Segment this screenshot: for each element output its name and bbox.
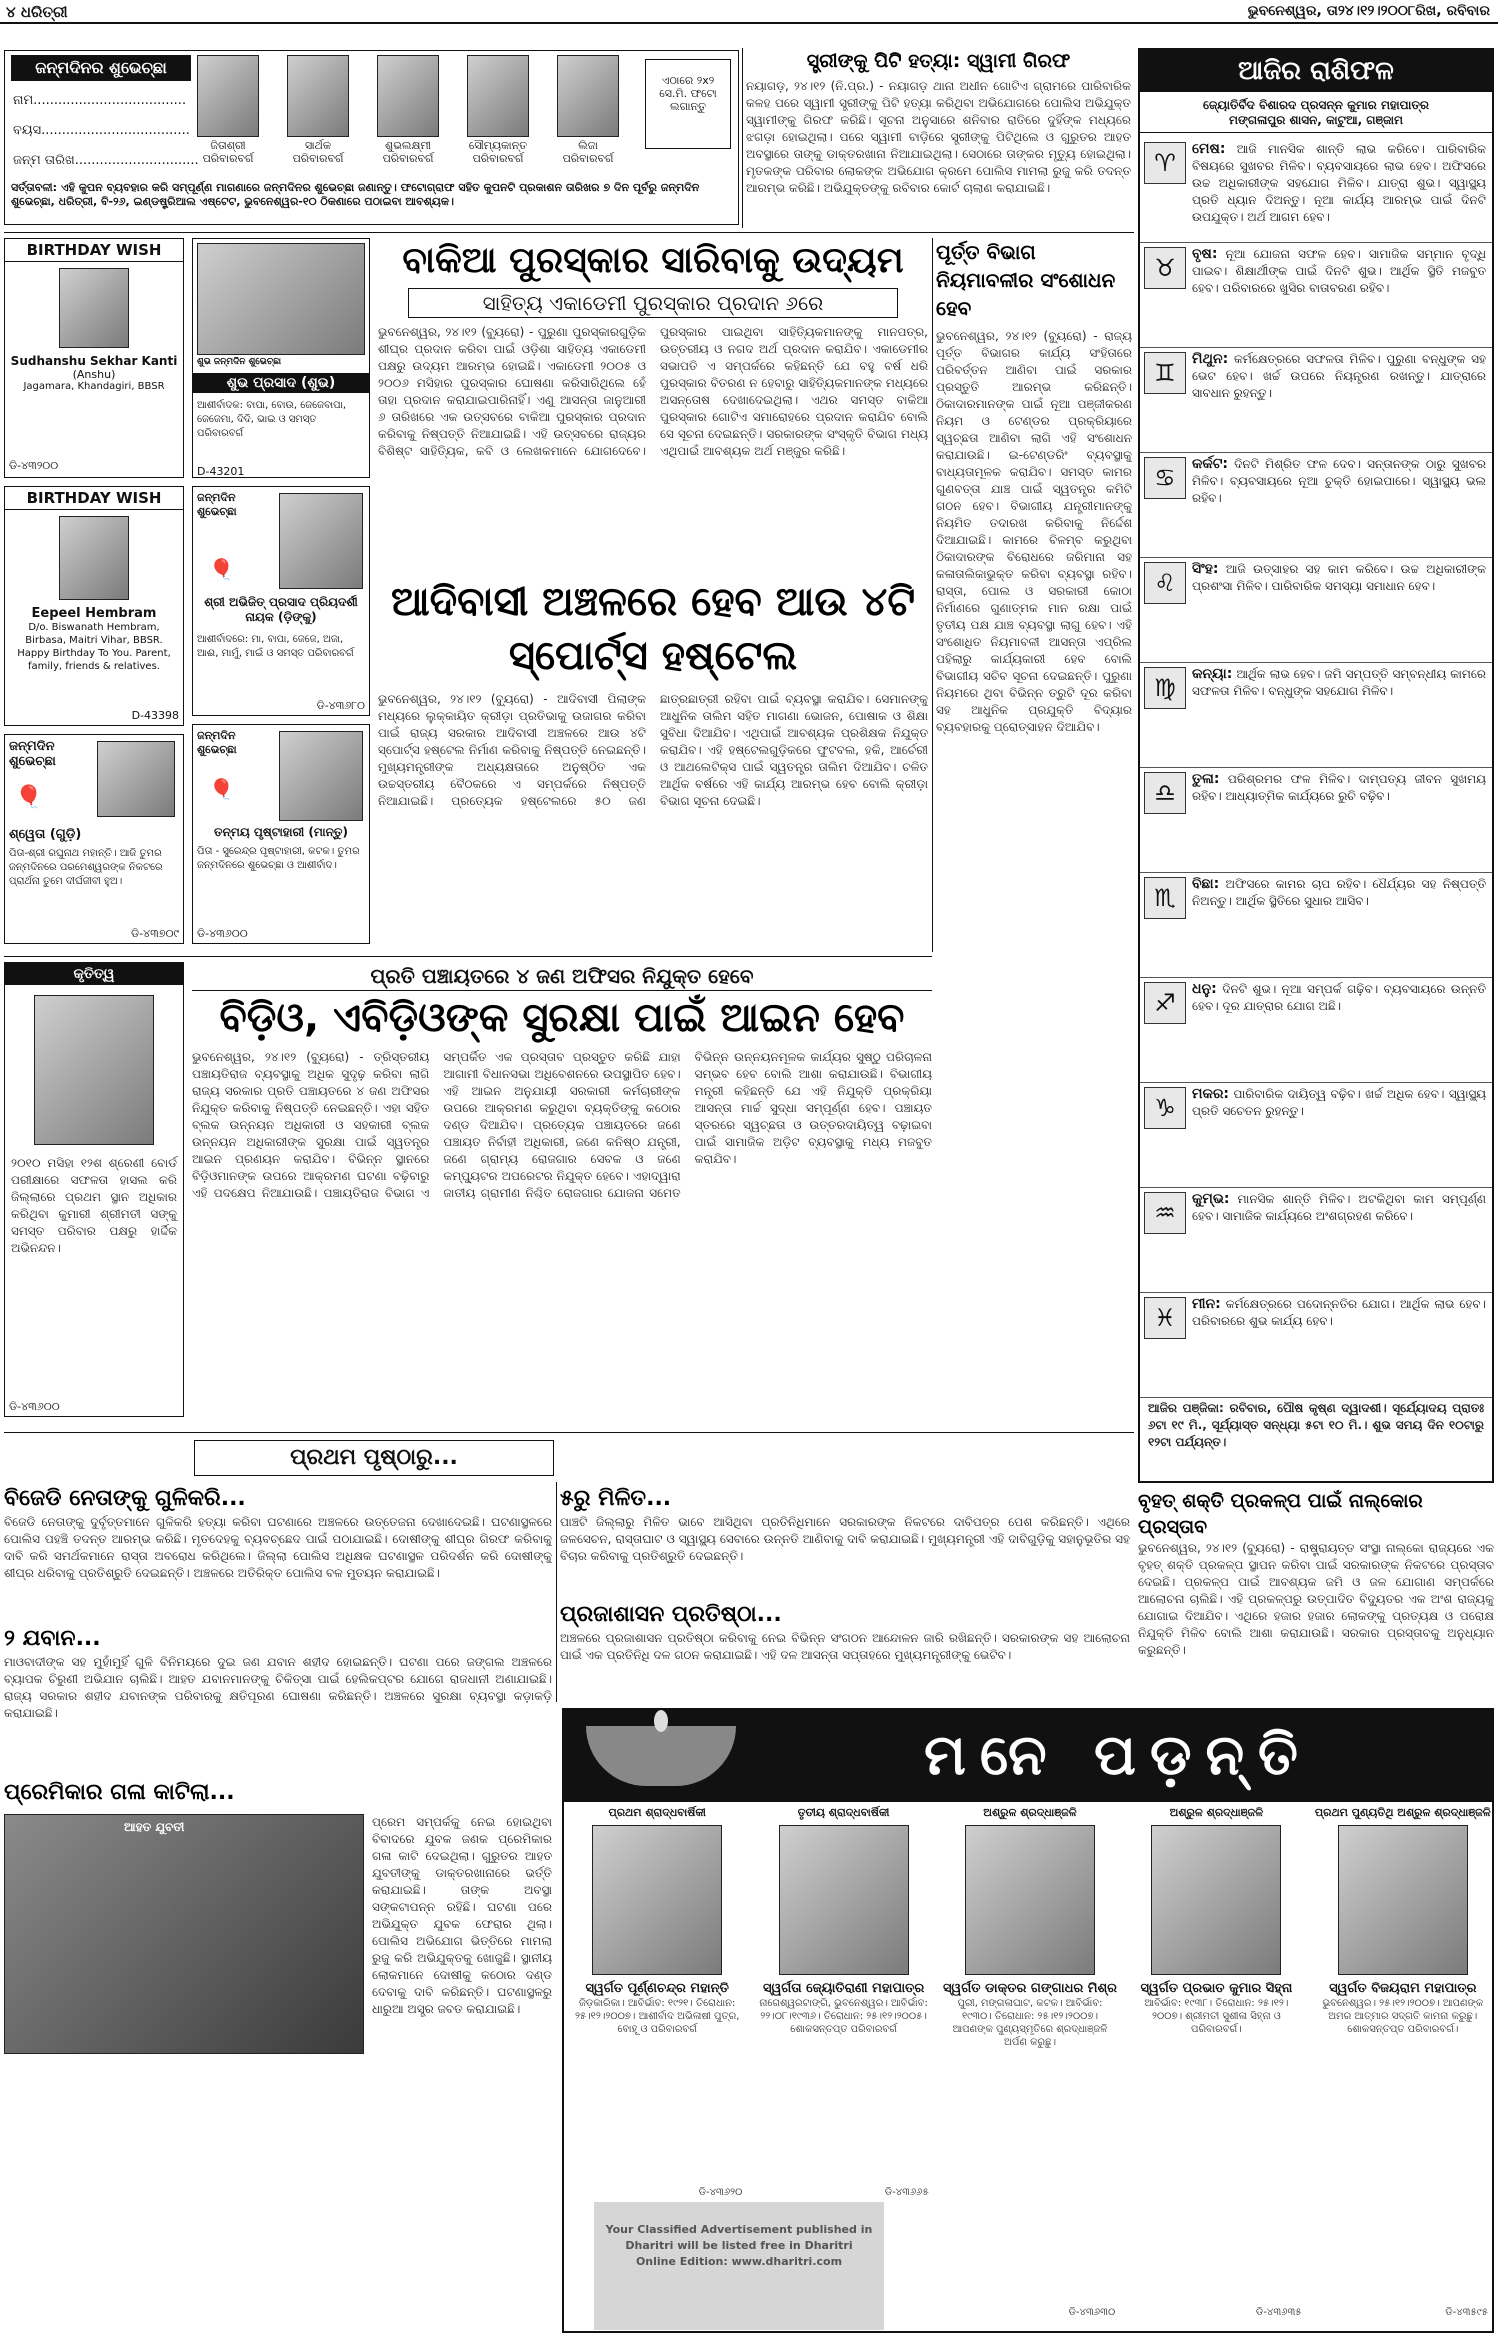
- achievement-code: ଡି-୪୩୬୦୦: [9, 1400, 60, 1413]
- obituary-details: ଭୁବନେଶ୍ୱର। ୨୫।୧୨।୨୦୦୭। ଆପଣଙ୍କ ଅମର ଆତ୍ମାର ସଦ୍‌ଗତି କାମନା କରୁଛୁ। ଶୋକସନ୍ତପ୍ତ ପରିବାରବର୍ଗ।: [1322, 1998, 1484, 2035]
- kid-photo: [467, 55, 529, 137]
- zodiac-row: [1140, 243, 1492, 348]
- story-nalco-power: [1138, 1488, 1494, 1703]
- zodiac-name: ତୁଳା:: [1192, 771, 1220, 787]
- kid-caption: ଲିଜା ପରିବାରବର୍ଗ: [562, 139, 614, 165]
- wish-tanmay: [192, 724, 370, 944]
- wish-shweta: [4, 734, 184, 944]
- zodiac-name: ଧନୁ:: [1192, 981, 1217, 997]
- story-kicker: ପ୍ରତି ପଞ୍ଚାୟତରେ ୪ ଜଣ ଅଫିସର ନିଯୁକ୍ତ ହେବେ: [192, 962, 932, 991]
- zodiac-name: ବୃଷ:: [1192, 246, 1218, 262]
- wish-name: Sudhanshu Sekhar Kanti: [10, 354, 178, 368]
- story-body: ଭୁବନେଶ୍ୱର, ୨୪।୧୨ (ବ୍ୟୁରୋ) - ପୁରୁଣା ପୁରସ୍କାରଗୁଡ଼ିକ ଶୀଘ୍ର ପ୍ରଦାନ କରିବା ପାଇଁ ଓଡ଼ିଶା ସାହିତ୍ୟ ଏକାଡେମୀ ପକ୍ଷରୁ ଉଦ୍ୟମ ଆରମ୍ଭ ହୋଇଛି। ଏକାଡେମୀ ୨୦୦୫ ଓ ୨୦୦୬ ମସିହାର ପୁରସ୍କାର ଘୋଷଣା କରିସାରିଥିଲେ ହେଁ ତାହା ପ୍ରଦାନ କରାଯାଇପାରିନାହିଁ। ଏଣୁ ଆସନ୍ତା ଜାନୁଆରୀ ୬ ତାରିଖରେ ଏକ ଉତ୍ସବରେ ବାକିଆ ପୁରସ୍କାର ପ୍ରଦାନ କରିବାକୁ ନିଷ୍ପତ୍ତି ନିଆଯାଇଛି। ଏହି ଉତ୍ସବରେ ରାଜ୍ୟର ବିଶିଷ୍ଟ ସାହିତ୍ୟିକ, କବି ଓ ଲେଖକମାନେ ଯୋଗଦେବେ। ପୁରସ୍କାର ପାଇଥିବା ସାହିତ୍ୟିକମାନଙ୍କୁ ମାନପତ୍ର, ଉତ୍ତରୀୟ ଓ ନଗଦ ଅର୍ଥ ପ୍ରଦାନ କରାଯିବ। ଏକାଡେମୀର ସଭାପତି ଏ ସମ୍ପର୍କରେ କହିଛନ୍ତି ଯେ ବହୁ ବର୍ଷ ଧରି ପୁରସ୍କାର ବିତରଣ ନ ହେବାରୁ ସାହିତ୍ୟିକମାନଙ୍କ ମଧ୍ୟରେ ଅସନ୍ତୋଷ ଦେଖାଦେଇଥିଲା। ଏଥର ସମସ୍ତ ବାକିଆ ପୁରସ୍କାର ଗୋଟିଏ ସମାରୋହରେ ପ୍ରଦାନ କରାଯିବ ବୋଲି ସେ ସୂଚନା ଦେଇଛନ୍ତି। ସରକାରଙ୍କ ସଂସ୍କୃତି ବିଭାଗ ମଧ୍ୟ ଏଥିପାଇଁ ଆବଶ୍ୟକ ଅର୍ଥ ମଞ୍ଜୁର କରିଛି।: [378, 325, 928, 458]
- obituary-card: [1127, 1806, 1305, 2318]
- zodiac-sign-icon: ♈: [1144, 142, 1186, 184]
- wish-name: ଶ୍ରୀ ଅଭିଜିତ୍ ପ୍ରସାଦ ପ୍ରିୟଦର୍ଶୀ ନାୟକ (ଡ଼ିଙ୍କୁ): [204, 595, 358, 624]
- story-headline: ୨ ଯବାନ...: [4, 1626, 101, 1651]
- obituary-card: [941, 1806, 1119, 2318]
- story-headline: ୫ରୁ ମିଳିତ...: [560, 1486, 672, 1511]
- achievement-text: ୨୦୧୦ ମସିହା ୧୨ଶ ଶ୍ରେଣୀ ବୋର୍ଡ ପରୀକ୍ଷାରେ ସଫଳତା ହାସଲ କରି ଜିଲ୍ଲାରେ ପ୍ରଥମ ସ୍ଥାନ ଅଧିକାର କରିଥିବା କୁମାରୀ ଶ୍ରୀମତୀ ସଙ୍କୁ ସମସ୍ତ ପରିବାର ପକ୍ଷରୁ ହାର୍ଦ୍ଦିକ ଅଭିନନ୍ଦନ।: [11, 1156, 177, 1255]
- wish-text: ପିତା - ସୁରେନ୍ଦ୍ର ପୃଷ୍ଟାହାରୀ, କଟକ। ତୁମର ଜନ୍ମଦିନରେ ଶୁଭେଚ୍ଛା ଓ ଆଶୀର୍ବାଦ।: [197, 846, 360, 871]
- obituary-name: ସ୍ୱର୍ଗତ ଡାକ୍ତର ଗଙ୍ଗାଧର ମିଶ୍ର: [942, 1981, 1118, 1996]
- zodiac-prediction: କର୍ମକ୍ଷେତ୍ରରେ ପଦୋନ୍ନତିର ଯୋଗ। ଆର୍ଥିକ ଲାଭ ହେବ। ପରିବାରରେ ଶୁଭ କାର୍ଯ୍ୟ ହେବ।: [1192, 1297, 1486, 1328]
- obituary-code: ଡି-୪୩୫୯୫: [1445, 2307, 1488, 2318]
- zodiac-prediction: ଦିନଟି ଶୁଭ। ନୂଆ ସମ୍ପର୍କ ଗଢ଼ିବ। ବ୍ୟବସାୟରେ ଉନ୍ନତି ହେବ। ଦୂର ଯାତ୍ରାର ଯୋଗ ଅଛି।: [1192, 982, 1486, 1013]
- story-body: ଭୁବନେଶ୍ୱର, ୨୪।୧୨ (ବ୍ୟୁରୋ) - ଆଦିବାସୀ ପିଲାଙ୍କ ମଧ୍ୟରେ ଲୁକ୍କାୟିତ କ୍ରୀଡ଼ା ପ୍ରତିଭାକୁ ଉଜାଗର କରିବା ପାଇଁ ରାଜ୍ୟ ସରକାର ଆଦିବାସୀ ଅଞ୍ଚଳରେ ଆଉ ୪ଟି ସ୍ପୋର୍ଟ୍ସ ହଷ୍ଟେଲ ନିର୍ମାଣ କରିବାକୁ ନିଷ୍ପତ୍ତି ନେଇଛନ୍ତି। ମୁଖ୍ୟମନ୍ତ୍ରୀଙ୍କ ଅଧ୍ୟକ୍ଷତାରେ ଅନୁଷ୍ଠିତ ଏକ ଉଚ୍ଚସ୍ତରୀୟ ବୈଠକରେ ଏ ସମ୍ପର୍କରେ ନିଷ୍ପତ୍ତି ନିଆଯାଇଛି। ପ୍ରତ୍ୟେକ ହଷ୍ଟେଲରେ ୫୦ ଜଣ ଛାତ୍ରଛାତ୍ରୀ ରହିବା ପାଇଁ ବ୍ୟବସ୍ଥା କରାଯିବ। ସେମାନଙ୍କୁ ଆଧୁନିକ ତାଲିମ ସହିତ ମାଗଣା ଭୋଜନ, ପୋଷାକ ଓ ଶିକ୍ଷା ସୁବିଧା ଦିଆଯିବ। ଏଥିପାଇଁ ଆବଶ୍ୟକ ପ୍ରଶିକ୍ଷକ ନିଯୁକ୍ତ କରାଯିବ। ଏହି ହଷ୍ଟେଲଗୁଡ଼ିକରେ ଫୁଟବଲ, ହକି, ଆର୍ଚେରୀ ଓ ଆଥଲେଟିକ୍ସ ପାଇଁ ସ୍ୱତନ୍ତ୍ର ତାଲିମ ଦିଆଯିବ। ଚଳିତ ଆର୍ଥିକ ବର୍ଷରେ ଏହି କାର୍ଯ୍ୟ ଆରମ୍ଭ ହେବ ବୋଲି କ୍ରୀଡ଼ା ବିଭାଗ ସୂଚନା ଦେଇଛି।: [378, 692, 928, 808]
- obituary-code: ଡି-୪୩୬୨୦: [698, 2187, 743, 2198]
- zodiac-list: [1140, 138, 1492, 1398]
- wish-code: ଡି-୪୩୬୮୦: [316, 699, 365, 712]
- wish-abhijit: [192, 486, 370, 716]
- story-subhead: ସାହିତ୍ୟ ଏକାଡେମୀ ପୁରସ୍କାର ପ୍ରଦାନ ୬ରେ: [408, 288, 898, 318]
- zodiac-sign-icon: ♐: [1144, 982, 1186, 1024]
- wish-name: Eepeel Hembram: [31, 606, 157, 621]
- story-girlfriend-attack: [4, 1778, 552, 2333]
- child-photo: [59, 268, 129, 348]
- obituary-name: ସ୍ୱର୍ଗତ ପ୍ରଭାତ କୁମାର ସିହ୍ନା: [1140, 1981, 1293, 1996]
- balloon-icon: 🎈: [15, 785, 43, 810]
- wish-title: ଜନ୍ମଦିନ ଶୁଭେଚ୍ଛା: [197, 729, 237, 756]
- zodiac-row: [1140, 1083, 1492, 1188]
- page-number-paper: ୪ ଧରିତ୍ରୀ: [6, 3, 68, 21]
- column-rule: [742, 48, 743, 228]
- ad-line: Online Edition: www.dharitri.com: [635, 2255, 843, 2268]
- zodiac-row: [1140, 1293, 1492, 1398]
- zodiac-sign-icon: ♑: [1144, 1087, 1186, 1129]
- obituary-label: ପ୍ରଥମ ଶ୍ରାଦ୍ଧବାର୍ଷିକୀ: [608, 1806, 706, 1819]
- zodiac-row: [1140, 873, 1492, 978]
- coupon-field-name: ନାମ.....................................: [13, 93, 187, 108]
- kid-caption: ସାର୍ଥକ ପରିବାରବର୍ଗ: [292, 139, 344, 165]
- obituary-code: ଡି-୪୩୬୩୦: [1068, 2307, 1116, 2318]
- column-rule: [4, 956, 932, 957]
- wish-text: ପିତା-ଶ୍ରୀ ରଘୁନାଥ ମହାନ୍ତି। ଆଜି ତୁମର ଜନ୍ମଦିନରେ ପରମେଶ୍ୱରଙ୍କ ନିକଟରେ ପ୍ରାର୍ଥନା ତୁମେ ଦୀର୍ଘଜୀବୀ ହୁଅ।: [9, 848, 163, 887]
- panjika-text: ଆଜିର ପଞ୍ଜିକା: ରବିବାର, ପୌଷ କୃଷ୍ଣ ଦ୍ୱାଦଶୀ। ସୂର୍ଯ୍ୟୋଦୟ ପ୍ରାତଃ ୬ଟା ୧୯ ମି., ସୂର୍ଯ୍ୟାସ୍ତ ସନ୍ଧ୍ୟା ୫ଟା ୧୦ ମି.। ଶୁଭ ସମୟ ଦିନ ୧୦ଟାରୁ ୧୨ଟା ପର୍ଯ୍ୟନ୍ତ।: [1148, 1401, 1484, 1449]
- zodiac-name: କର୍କଟ:: [1192, 456, 1228, 472]
- coupon-field-dob: ଜନ୍ମ ତାରିଖ..............................: [13, 153, 199, 168]
- zodiac-prediction: ଆର୍ଥିକ ଲାଭ ହେବ। ଜମି ସମ୍ପତ୍ତି ସମ୍ବନ୍ଧୀୟ କାମରେ ସଫଳତା ମିଳିବ। ବନ୍ଧୁଙ୍କ ସହଯୋଗ ମିଳିବ।: [1192, 667, 1486, 698]
- horoscope-column: [1138, 48, 1494, 1483]
- zodiac-sign-icon: ♉: [1144, 247, 1186, 289]
- story-praja-shasan: [560, 1600, 1130, 1700]
- continued-label: ପ୍ରଥମ ପୃଷ୍ଠାରୁ...: [290, 1445, 458, 1470]
- coupon-title: ଜନ୍ମଦିନର ଶୁଭେଚ୍ଛା: [11, 55, 191, 81]
- zodiac-name: ମେଷ:: [1192, 141, 1226, 157]
- obituary-banner: [564, 1710, 1492, 1802]
- wish-eepeel: [4, 486, 184, 726]
- wish-code: ଡି-୪୩୭୦୯: [131, 927, 179, 940]
- story-headline: ପ୍ରେମିକାର ଗଳା କାଟିଲା...: [4, 1780, 235, 1805]
- obituary-card: [1314, 1806, 1492, 2318]
- obituary-photo: [779, 1825, 909, 1975]
- zodiac-text: [1192, 771, 1486, 805]
- story-two-jawans: [4, 1624, 552, 1774]
- story-bjd-leader: [4, 1484, 552, 1619]
- wish-text: ଆଶୀର୍ବାଦରେ: ମା, ବାପା, ଜେଜେ, ଅଜା, ଆଈ, ମାମୁଁ, ମାଇଁ ଓ ସମସ୍ତ ପରିବାରବର୍ଗ: [197, 634, 354, 659]
- column-rule: [556, 1482, 557, 1702]
- zodiac-text: [1192, 141, 1486, 226]
- coupon-terms: ସର୍ତ୍ତାବଳୀ: ଏହି କୁପନ ବ୍ୟବହାର କରି ସମ୍ପୂର୍ଣ୍ଣ ମାଗଣାରେ ଜନ୍ମଦିନର ଶୁଭେଚ୍ଛା ଜଣାନ୍ତୁ। ଫଟୋଗ୍ରାଫ ସହିତ କୁପନଟି ପ୍ରକାଶନ ତାରିଖର ୭ ଦିନ ପୂର୍ବରୁ ଜନ୍ମଦିନ ଶୁଭେଚ୍ଛା, ଧରିତ୍ରୀ, ବି-୨୬, ଇଣ୍ଡଷ୍ଟ୍ରିଆଲ ଏଷ୍ଟେଟ, ଭୁବନେଶ୍ୱର-୧୦ ଠିକଣାରେ ପଠାଇବା ଆବଶ୍ୟକ।: [11, 181, 700, 208]
- zodiac-row: [1140, 348, 1492, 453]
- zodiac-prediction: ପାରିବାରିକ ଦାୟିତ୍ୱ ବଢ଼ିବ। ଖର୍ଚ୍ଚ ଅଧିକ ହେବ। ସ୍ୱାସ୍ଥ୍ୟ ପ୍ରତି ସଚେତନ ରୁହନ୍ତୁ।: [1192, 1087, 1486, 1118]
- child-photo: [97, 741, 175, 817]
- wish-text: ଆଶୀର୍ବାଦକ: ବାପା, ବୋଉ, ଜେଜେବାପା, ଜେଜେମା, ଦିଦି, ଭାଇ ଓ ସମସ୍ତ ପରିବାରବର୍ଗ: [197, 400, 347, 439]
- balloon-icon: 🎈: [209, 777, 234, 801]
- astrologer-name: ଜ୍ୟୋତିର୍ବିଦ ବିଶାରଦ ପ୍ରସନ୍ନ କୁମାର ମହାପାତ୍ର: [1202, 98, 1430, 112]
- obituary-details: ନାଗେଶ୍ୱରଟାଙ୍ଗି, ଭୁବନେଶ୍ୱର। ଆବିର୍ଭାବ: ୨୨।୦୮।୧୯୩୬। ତିରୋଧାନ: ୨୫।୧୨।୨୦୦୫। ଶୋକସନ୍ତପ୍ତ ପରିବାରବର୍ଗ: [759, 1998, 928, 2035]
- obituary-name: ସ୍ୱର୍ଗତା ଜ୍ୟୋତିରାଣୀ ମହାପାତ୍ର: [762, 1981, 925, 1996]
- obituary-section: [562, 1708, 1494, 2333]
- story-headline: ବାକିଆ ପୁରସ୍କାର ସାରିବାକୁ ଉଦ୍ୟମ: [402, 240, 904, 281]
- obituary-details: ଆବିର୍ଭାବ: ୧୯୩୮। ତିରୋଧାନ: ୨୫।୧୨।୨୦୦୭। ଶ୍ରୀମତୀ ସୁଶୀଳା ସିହ୍ନା ଓ ପରିବାରବର୍ଗ।: [1144, 1998, 1289, 2035]
- horoscope-title: ଆଜିର ରାଶିଫଳ: [1140, 50, 1492, 92]
- zodiac-sign-icon: ♋: [1144, 457, 1186, 499]
- zodiac-text: [1192, 1296, 1486, 1330]
- photo-caption: ଆହତ ଯୁବତୀ: [124, 1820, 185, 1834]
- zodiac-text: [1192, 456, 1486, 507]
- photo-placeholder-text: ଏଠାରେ ୨x୨ ସେ.ମି. ଫଟୋ ଲଗାନ୍ତୁ: [659, 74, 717, 113]
- kid-photo: [557, 55, 619, 137]
- story-pending-awards: [378, 238, 928, 568]
- obituary-label: ତୃତୀୟ ଶ୍ରାଦ୍ଧବାର୍ଷିକୀ: [797, 1806, 890, 1819]
- coupon-field-age: ବୟସ....................................: [13, 123, 190, 138]
- photo-placeholder-box: [645, 59, 731, 149]
- wish-text: D/o. Biswanath Hembram, Birbasa, Maitri Vihar, BBSR. Happy Birthday To You. Parent, family, friends & relatives.: [17, 622, 171, 672]
- story-headline: ବିଡ଼ିଓ, ଏବିଡ଼ିଓଙ୍କ ସୁରକ୍ଷା ପାଇଁ ଆଇନ ହେବ: [219, 995, 905, 1041]
- zodiac-prediction: ଦିନଟି ମିଶ୍ରିତ ଫଳ ଦେବ। ସନ୍ତାନଙ୍କ ଠାରୁ ସୁଖବର ମିଳିବ। ବ୍ୟବସାୟରେ ନୂଆ ଚୁକ୍ତି ହୋଇପାରେ। ସ୍ୱାସ୍ଥ୍ୟ ଭଲ ରହିବ।: [1192, 457, 1486, 505]
- story-works-dept: [936, 238, 1132, 1483]
- zodiac-row: [1140, 768, 1492, 873]
- story-headline: ପୂର୍ତ୍ତ ବିଭାଗ ନିୟମାବଳୀର ସଂଶୋଧନ ହେବ: [936, 240, 1116, 320]
- wish-sudhanshu: [4, 238, 184, 478]
- obituary-details: ଜିଡ଼କାରିକା। ଆବିର୍ଭାବ: ୧୯୨୧। ତିରୋଧାନ: ୨୫।୧୨।୨୦୦୭। ଆଶୀର୍ବାଦ ଅଭିଳାଷୀ ପୁତ୍ର, ବୋହୂ ଓ ପରିବାରବର୍ଗ: [574, 1998, 740, 2035]
- astrologer-address: ମଙ୍ଗଳାପୁର ଶାସନ, କାଟୁଆ, ଗଞ୍ଜାମ: [1140, 113, 1492, 133]
- zodiac-name: କନ୍ୟା:: [1192, 666, 1233, 682]
- kid-caption: ଶୁଭଲକ୍ଷ୍ମୀ ପରିବାରବର୍ଗ: [382, 139, 434, 165]
- classified-ad-note: [594, 2202, 884, 2330]
- injured-woman-photo: [4, 1814, 364, 2054]
- story-body: ଅଞ୍ଚଳରେ ପ୍ରଜାଶାସନ ପ୍ରତିଷ୍ଠା କରିବାକୁ ନେଇ ବିଭିନ୍ନ ସଂଗଠନ ଆନ୍ଦୋଳନ ଜାରି ରଖିଛନ୍ତି। ସରକାରଙ୍କ ସହ ଆଲୋଚନା ପାଇଁ ଏକ ପ୍ରତିନିଧି ଦଳ ଗଠନ କରାଯାଇଛି। ଏହି ଦଳ ଆସନ୍ତା ସପ୍ତାହରେ ମୁଖ୍ୟମନ୍ତ୍ରୀଙ୍କୁ ଭେଟିବ।: [560, 1631, 1130, 1662]
- obituary-code: ଡି-୪୩୬୩୫: [1255, 2307, 1302, 2318]
- zodiac-sign-icon: ♎: [1144, 772, 1186, 814]
- zodiac-name: ମୀନ:: [1192, 1296, 1221, 1312]
- column-rule: [4, 232, 1134, 233]
- wish-code: ଡି-୪୩୬୦୦: [197, 927, 248, 940]
- obituary-name: ସ୍ୱର୍ଗତ ବିଜୟରାମ ମହାପାତ୍ର: [1329, 1981, 1477, 1996]
- child-photo: [59, 516, 129, 600]
- wish-code: D-43398: [131, 709, 179, 722]
- wish-title: ଶୁଭ ଜନ୍ମଦିନ ଶୁଭେଚ୍ଛା: [197, 357, 282, 367]
- obituary-card: [754, 1806, 932, 2198]
- zodiac-row: [1140, 978, 1492, 1083]
- story-body: ଭୁବନେଶ୍ୱର, ୨୪।୧୨ (ବ୍ୟୁରୋ) - ତ୍ରିସ୍ତରୀୟ ପଞ୍ଚାୟତିରାଜ ବ୍ୟବସ୍ଥାକୁ ଅଧିକ ସୁଦୃଢ଼ କରିବା ଲାଗି ରାଜ୍ୟ ସରକାର ପ୍ରତି ପଞ୍ଚାୟତରେ ୪ ଜଣ ଅଫିସର ନିଯୁକ୍ତ କରିବାକୁ ନିଷ୍ପତ୍ତି ନେଇଛନ୍ତି। ଏହା ସହିତ ବ୍ଲକ ଉନ୍ନୟନ ଅଧିକାରୀ ଓ ସହକାରୀ ବ୍ଲକ ଉନ୍ନୟନ ଅଧିକାରୀଙ୍କ ସୁରକ୍ଷା ପାଇଁ ସ୍ୱତନ୍ତ୍ର ଆଇନ ପ୍ରଣୟନ କରାଯିବ। ବିଭିନ୍ନ ସ୍ଥାନରେ ବିଡ଼ିଓମାନଙ୍କ ଉପରେ ଆକ୍ରମଣ ଘଟଣା ବଢ଼ିବାରୁ ଏହି ପଦକ୍ଷେପ ନିଆଯାଉଛି। ପଞ୍ଚାୟତିରାଜ ବିଭାଗ ଏ ସମ୍ପର୍କିତ ଏକ ପ୍ରସ୍ତାବ ପ୍ରସ୍ତୁତ କରିଛି ଯାହା ଆଗାମୀ ବିଧାନସଭା ଅଧିବେଶନରେ ଉପସ୍ଥାପିତ ହେବ। ଏହି ଆଇନ ଅନୁଯାୟୀ ସରକାରୀ କର୍ମଚାରୀଙ୍କ ଉପରେ ଆକ୍ରମଣ କରୁଥିବା ବ୍ୟକ୍ତିଙ୍କୁ କଠୋର ଦଣ୍ଡ ଦିଆଯିବ। ପ୍ରତ୍ୟେକ ପଞ୍ଚାୟତରେ ଜଣେ ପଞ୍ଚାୟତ ନିର୍ବାହୀ ଅଧିକାରୀ, ଜଣେ କନିଷ୍ଠ ଯନ୍ତ୍ରୀ, ଜଣେ ଗ୍ରାମ୍ୟ ରୋଜଗାର ସେବକ ଓ ଜଣେ କମ୍ପ୍ୟୁଟର ଅପରେଟର ନିଯୁକ୍ତ ହେବେ। ଏହାଦ୍ୱାରା ଜାତୀୟ ଗ୍ରାମୀଣ ନିଶ୍ଚିତ ରୋଜଗାର ଯୋଜନା ସମେତ ବିଭିନ୍ନ ଉନ୍ନୟନମୂଳକ କାର୍ଯ୍ୟର ସୁଷ୍ଠୁ ପରିଚାଳନା ସମ୍ଭବ ହେବ ବୋଲି ଆଶା କରାଯାଉଛି। ବିଭାଗୀୟ ମନ୍ତ୍ରୀ କହିଛନ୍ତି ଯେ ଏହି ନିଯୁକ୍ତି ପ୍ରକ୍ରିୟା ଆସନ୍ତା ମାର୍ଚ୍ଚ ସୁଦ୍ଧା ସମ୍ପୂର୍ଣ୍ଣ ହେବ। ପଞ୍ଚାୟତ ସ୍ତରରେ ସ୍ୱଚ୍ଛତା ଓ ଉତ୍ତରଦାୟିତ୍ୱ ବଢ଼ାଇବା ପାଇଁ ସାମାଜିକ ଅଡ଼ିଟ ବ୍ୟବସ୍ଥାକୁ ମଧ୍ୟ ମଜବୁତ କରାଯିବ।: [192, 1050, 932, 1200]
- zodiac-row: [1140, 1188, 1492, 1293]
- wish-code: D-43201: [197, 465, 245, 478]
- story-sports-hostels: [378, 575, 928, 950]
- dateline: ଭୁବନେଶ୍ୱର, ତା୨୪।୧୨।୨୦୦୮ରିଖ, ରବିବାର: [1247, 3, 1490, 19]
- front-page-continued-banner: [194, 1440, 554, 1476]
- birthday-coupon: [4, 50, 739, 225]
- zodiac-text: [1192, 351, 1486, 402]
- child-photo: [197, 243, 365, 355]
- zodiac-sign-icon: ♏: [1144, 877, 1186, 919]
- wish-name: ତନ୍ମୟ ପୃଷ୍ଟାହାରୀ (ମାନ୍ତୁ): [214, 825, 348, 839]
- obituary-name: ସ୍ୱର୍ଗତ ପୂର୍ଣ୍ଣଚନ୍ଦ୍ର ମହାନ୍ତି: [585, 1981, 729, 1996]
- zodiac-sign-icon: ♓: [1144, 1297, 1186, 1339]
- story-body: ପ୍ରେମ ସମ୍ପର୍କକୁ ନେଇ ହୋଇଥିବା ବିବାଦରେ ଯୁବକ ଜଣକ ପ୍ରେମିକାର ଗଳା କାଟି ଦେଇଥିଲା। ଗୁରୁତର ଆହତ ଯୁବତୀଙ୍କୁ ଡାକ୍ତରଖାନାରେ ଭର୍ତ୍ତି କରାଯାଇଛି। ତାଙ୍କ ଅବସ୍ଥା ସଙ୍କଟାପନ୍ନ ରହିଛି। ଘଟଣା ପରେ ଅଭିଯୁକ୍ତ ଯୁବକ ଫେରାର ଥିଲା। ପୋଲିସ ଅଭିଯୋଗ ଭିତ୍ତିରେ ମାମଲା ରୁଜୁ କରି ଅଭିଯୁକ୍ତକୁ ଖୋଜୁଛି। ସ୍ଥାନୀୟ ଲୋକମାନେ ଦୋଷୀକୁ କଠୋର ଦଣ୍ଡ ଦେବାକୁ ଦାବି କରିଛନ୍ତି। ଘଟଣାସ୍ଥଳରୁ ଧାରୁଆ ଅସ୍ତ୍ର ଜବତ କରାଯାଇଛି।: [372, 1815, 552, 2016]
- obituary-title: ମନେ ପଡ଼ନ୍ତି: [924, 1723, 1312, 1788]
- story-wife-murder: [746, 48, 1131, 228]
- zodiac-text: [1192, 666, 1486, 700]
- zodiac-text: [1192, 246, 1486, 297]
- zodiac-text: [1192, 1191, 1486, 1225]
- obituary-photo: [1151, 1825, 1281, 1975]
- column-rule: [4, 1432, 1134, 1433]
- story-body: ମାଓବାଦୀଙ୍କ ସହ ମୁହାଁମୁହିଁ ଗୁଳି ବିନିମୟରେ ଦୁଇ ଜଣ ଯବାନ ଶହୀଦ ହୋଇଛନ୍ତି। ଘଟଣା ପରେ ଜଙ୍ଗଲ ଅଞ୍ଚଳରେ ବ୍ୟାପକ ଚିରୁଣୀ ଅଭିଯାନ ଚାଲିଛି। ଆହତ ଯବାନମାନଙ୍କୁ ଚିକିତ୍ସା ପାଇଁ ହେଲିକପ୍ଟର ଯୋଗେ ରାଜଧାନୀ ଅଣାଯାଇଛି। ରାଜ୍ୟ ସରକାର ଶହୀଦ ଯବାନଙ୍କ ପରିବାରକୁ କ୍ଷତିପୂରଣ ଘୋଷଣା କରିଛନ୍ତି। ଅଞ୍ଚଳରେ ସୁରକ୍ଷା ବ୍ୟବସ୍ଥା କଡ଼ାକଡ଼ି କରାଯାଇଛି।: [4, 1655, 552, 1720]
- obituary-card: [568, 1806, 746, 2198]
- zodiac-sign-icon: ♍: [1144, 667, 1186, 709]
- obituary-label: ପ୍ରଥମ ପୁଣ୍ୟତିଥି ଅଶ୍ରୁଳ ଶ୍ରଦ୍ଧାଞ୍ଜଳି: [1314, 1806, 1491, 1819]
- child-photo: [279, 731, 363, 821]
- obituary-photo: [1338, 1825, 1468, 1975]
- balloon-icon: 🎈: [209, 557, 234, 581]
- achievement-box: [4, 962, 184, 1417]
- kid-caption: ଜିତାଶ୍ରୀ ପରିବାରବର୍ଗ: [202, 139, 254, 165]
- zodiac-text: [1192, 981, 1486, 1015]
- story-body: ବିଜେଡି ନେତାଙ୍କୁ ଦୁର୍ବୃତ୍ତମାନେ ଗୁଳିକରି ହତ୍ୟା କରିବା ଘଟଣାରେ ଅଞ୍ଚଳରେ ଉତ୍ତେଜନା ଦେଖାଦେଇଛି। ଘଟଣାସ୍ଥଳରେ ପୋଲିସ ପହଞ୍ଚି ତଦନ୍ତ ଆରମ୍ଭ କରିଛି। ମୃତଦେହକୁ ବ୍ୟବଚ୍ଛେଦ ପାଇଁ ପଠାଯାଇଛି। ଦୋଷୀଙ୍କୁ ଶୀଘ୍ର ଗିରଫ କରିବାକୁ ଦାବି କରି ସମର୍ଥକମାନେ ରାସ୍ତା ଅବରୋଧ କରିଥିଲେ। ଜିଲ୍ଲା ପୋଲିସ ଅଧିକ୍ଷକ ଘଟଣାସ୍ଥଳ ପରିଦର୍ଶନ କରି ଦୋଷୀଙ୍କୁ ଶୀଘ୍ର ଧରିବାକୁ ପ୍ରତିଶ୍ରୁତି ଦେଇଛନ୍ତି। ଅଞ୍ଚଳରେ ଅତିରିକ୍ତ ପୋଲିସ ବଳ ମୁତୟନ କରାଯାଇଛି।: [4, 1515, 552, 1580]
- achievement-title: କୃତିତ୍ୱ: [5, 963, 183, 985]
- obituary-photo: [592, 1825, 722, 1975]
- wish-title: ଜନ୍ମଦିନ ଶୁଭେଚ୍ଛା: [197, 491, 237, 518]
- column-rule: [932, 238, 933, 952]
- zodiac-prediction: କର୍ମକ୍ଷେତ୍ରରେ ସଫଳତା ମିଳିବ। ପୁରୁଣା ବନ୍ଧୁଙ୍କ ସହ ଭେଟ ହେବ। ଖର୍ଚ୍ଚ ଉପରେ ନିୟନ୍ତ୍ରଣ ରଖନ୍ତୁ। ଯାତ୍ରାରେ ସାବଧାନ ରୁହନ୍ତୁ।: [1192, 352, 1486, 400]
- zodiac-prediction: ମାନସିକ ଶାନ୍ତି ମିଳିବ। ଅଟକିଥିବା କାମ ସମ୍ପୂର୍ଣ୍ଣ ହେବ। ସାମାଜିକ କାର୍ଯ୍ୟରେ ଅଂଶଗ୍ରହଣ କରିବେ।: [1192, 1192, 1486, 1223]
- obituary-label: ଅଶ୍ରୁଳ ଶ୍ରଦ୍ଧାଞ୍ଜଳି: [983, 1806, 1077, 1819]
- page-header: [0, 0, 1498, 24]
- kid-photo: [197, 55, 259, 137]
- wish-address: Jagamara, Khandagiri, BBSR: [23, 381, 165, 392]
- wish-name: ଶ୍ୱେତା (ଗୁଡ଼ି): [9, 827, 82, 842]
- zodiac-prediction: ପରିଶ୍ରମର ଫଳ ମିଳିବ। ଦାମ୍ପତ୍ୟ ଜୀବନ ସୁଖମୟ ରହିବ। ଆଧ୍ୟାତ୍ମିକ କାର୍ଯ୍ୟରେ ରୁଚି ବଢ଼ିବ।: [1192, 772, 1486, 803]
- zodiac-sign-icon: ♌: [1144, 562, 1186, 604]
- story-headline: ପ୍ରଜାଶାସନ ପ୍ରତିଷ୍ଠା...: [560, 1602, 782, 1627]
- obituary-photo: [965, 1825, 1095, 1975]
- story-headline: ବିଜେଡି ନେତାଙ୍କୁ ଗୁଳିକରି...: [4, 1486, 246, 1511]
- story-five-united: [560, 1484, 1130, 1599]
- wish-title: ଜନ୍ମଦିନ ଶୁଭେଚ୍ଛା: [9, 739, 56, 769]
- story-headline: ସ୍ତ୍ରୀଙ୍କୁ ପିଟି ହତ୍ୟା: ସ୍ୱାମୀ ଗିରଫ: [806, 50, 1071, 72]
- student-photo: [34, 995, 154, 1145]
- kid-caption: ସୌମ୍ୟକାନ୍ତ ପରିବାରବର୍ଗ: [468, 139, 528, 165]
- story-bdo-security: [192, 962, 932, 1422]
- zodiac-prediction: ଆଜି ଉତ୍ସାହର ସହ କାମ କରିବେ। ଉଚ୍ଚ ଅଧିକାରୀଙ୍କ ପ୍ରଶଂସା ମିଳିବ। ପାରିବାରିକ ସମସ୍ୟା ସମାଧାନ ହେବ।: [1192, 562, 1486, 593]
- obituary-code: ଡି-୪୩୬୬୫: [884, 2187, 929, 2198]
- obituary-details: ପୁରୀ, ମଙ୍ଗଳାଘାଟ, କଟକ। ଆବିର୍ଭାବ: ୧୯୩୦। ତିରୋଧାନ: ୨୫।୧୨।୨୦୦୭। ଆପଣଙ୍କ ପୁଣ୍ୟସ୍ମୃତିରେ ଶ୍ରଦ୍ଧାଞ୍ଜଳି ଅର୍ପଣ କରୁଛୁ।: [952, 1998, 1108, 2048]
- wish-shubha: [192, 238, 370, 478]
- lamp-flame-icon: [654, 1710, 668, 1732]
- zodiac-name: ମିଥୁନ:: [1192, 351, 1229, 367]
- obituary-label: ଅଶ୍ରୁଳ ଶ୍ରଦ୍ଧାଞ୍ଜଳି: [1169, 1806, 1264, 1819]
- zodiac-prediction: ଅଫିସରେ କାମର ଚାପ ରହିବ। ଧୈର୍ଯ୍ୟର ସହ ନିଷ୍ପତ୍ତି ନିଅନ୍ତୁ। ଆର୍ଥିକ ସ୍ଥିତିରେ ସୁଧାର ଆସିବ।: [1192, 877, 1486, 908]
- wish-title: BIRTHDAY WISH: [5, 487, 183, 510]
- kid-photo: [377, 55, 439, 137]
- zodiac-name: ସିଂହ:: [1192, 561, 1219, 577]
- child-photo: [279, 493, 363, 589]
- zodiac-text: [1192, 1086, 1486, 1120]
- wish-nick: (Anshu): [72, 368, 116, 381]
- ad-line: Dharitri will be listed free in Dharitri: [625, 2239, 853, 2252]
- story-headline: ଆଦିବାସୀ ଅଞ୍ଚଳରେ ହେବ ଆଉ ୪ଟି ସ୍ପୋର୍ଟ୍ସ ହଷ୍ଟେଲ: [390, 579, 916, 679]
- zodiac-row: [1140, 663, 1492, 768]
- kid-photo: [287, 55, 349, 137]
- wish-name: ଶୁଭ ପ୍ରସାଦ (ଶୁଭ): [193, 373, 369, 393]
- zodiac-sign-icon: ♊: [1144, 352, 1186, 394]
- wish-title: BIRTHDAY WISH: [5, 239, 183, 262]
- story-body: ଭୁବନେଶ୍ୱର, ୨୪।୧୨ (ବ୍ୟୁରୋ) - ରାଷ୍ଟ୍ରାୟତ୍ତ ସଂସ୍ଥା ନାଲ୍‌କୋ ରାଜ୍ୟରେ ଏକ ବୃହତ୍ ଶକ୍ତି ପ୍ରକଳ୍ପ ସ୍ଥାପନ କରିବା ପାଇଁ ସରକାରଙ୍କ ନିକଟରେ ପ୍ରସ୍ତାବ ଦେଇଛି। ପ୍ରକଳ୍ପ ପାଇଁ ଆବଶ୍ୟକ ଜମି ଓ ଜଳ ଯୋଗାଣ ସମ୍ପର୍କରେ ଆଲୋଚନା ଚାଲିଛି। ଏହି ପ୍ରକଳ୍ପରୁ ଉତ୍ପାଦିତ ବିଦ୍ୟୁତର ଏକ ଅଂଶ ରାଜ୍ୟକୁ ଯୋଗାଇ ଦିଆଯିବ। ଏଥିରେ ହଜାର ହଜାର ଲୋକଙ୍କୁ ପ୍ରତ୍ୟକ୍ଷ ଓ ପରୋକ୍ଷ ନିଯୁକ୍ତି ମିଳିବ ବୋଲି ଆଶା କରାଯାଉଛି। ସରକାର ପ୍ରସ୍ତାବକୁ ଅନୁଧ୍ୟାନ କରୁଛନ୍ତି।: [1138, 1541, 1494, 1657]
- story-headline: ବୃହତ୍ ଶକ୍ତି ପ୍ରକଳ୍ପ ପାଇଁ ନାଲ୍‌କୋର ପ୍ରସ୍ତାବ: [1138, 1490, 1423, 1538]
- zodiac-row: [1140, 558, 1492, 663]
- story-body: ପାଞ୍ଚଟି ଜିଲ୍ଲାରୁ ମିଳିତ ଭାବେ ଆସିଥିବା ପ୍ରତିନିଧିମାନେ ସରକାରଙ୍କ ନିକଟରେ ଦାବିପତ୍ର ପେଶ କରିଛନ୍ତି। ଏଥିରେ ଜଳସେଚନ, ରାସ୍ତାଘାଟ ଓ ସ୍ୱାସ୍ଥ୍ୟ ସେବାରେ ଉନ୍ନତି ଆଣିବାକୁ ଦାବି କରାଯାଇଛି। ମୁଖ୍ୟମନ୍ତ୍ରୀ ଏହି ଦାବିଗୁଡ଼ିକୁ ସହାନୁଭୂତିର ସହ ବିଚାର କରିବାକୁ ପ୍ରତିଶ୍ରୁତି ଦେଇଛନ୍ତି।: [560, 1515, 1130, 1563]
- zodiac-row: [1140, 453, 1492, 558]
- zodiac-prediction: ନୂଆ ଯୋଜନା ସଫଳ ହେବ। ସାମାଜିକ ସମ୍ମାନ ବୃଦ୍ଧି ପାଇବ। ଶିକ୍ଷାର୍ଥୀଙ୍କ ପାଇଁ ଦିନଟି ଶୁଭ। ଆର୍ଥିକ ସ୍ଥିତି ମଜବୁତ ହେବ। ପରିବାରରେ ଖୁସିର ବାତାବରଣ ରହିବ।: [1192, 247, 1486, 295]
- zodiac-name: କୁମ୍ଭ:: [1192, 1191, 1230, 1207]
- zodiac-text: [1192, 876, 1486, 910]
- zodiac-row: [1140, 138, 1492, 243]
- zodiac-prediction: ଆଜି ମାନସିକ ଶାନ୍ତି ଲାଭ କରିବେ। ପାରିବାରିକ ବିଷୟରେ ସୁଖବର ମିଳିବ। ବ୍ୟବସାୟରେ ଲାଭ ହେବ। ଅଫିସରେ ଉଚ୍ଚ ଅଧିକାରୀଙ୍କ ସହଯୋଗ ମିଳିବ। ଯାତ୍ରା ଶୁଭ। ସ୍ୱାସ୍ଥ୍ୟ ପ୍ରତି ଧ୍ୟାନ ଦିଅନ୍ତୁ। ନୂଆ କାର୍ଯ୍ୟ ଆରମ୍ଭ ପାଇଁ ଦିନଟି ଉପଯୁକ୍ତ। ଅର୍ଥ ଆଗମ ହେବ।: [1192, 142, 1486, 224]
- zodiac-name: ମକର:: [1192, 1086, 1230, 1102]
- wish-code: ଡି-୪୩୨୦୦: [9, 459, 59, 472]
- zodiac-sign-icon: ♒: [1144, 1192, 1186, 1234]
- story-body: ନୟାଗଡ଼, ୨୪।୧୨ (ନି.ପ୍ର.) - ନୟାଗଡ଼ ଥାନା ଅଧୀନ ଗୋଟିଏ ଗ୍ରାମରେ ପାରିବାରିକ କଳହ ପରେ ସ୍ୱାମୀ ସ୍ତ୍ରୀଙ୍କୁ ପିଟି ହତ୍ୟା କରିଥିବା ଅଭିଯୋଗରେ ପୋଲିସ ଅଭିଯୁକ୍ତ ସ୍ୱାମୀଙ୍କୁ ଗିରଫ କରିଛି। ସୂଚନା ଅନୁସାରେ ଶନିବାର ରାତିରେ ଦୁହିଁଙ୍କ ମଧ୍ୟରେ ଝଗଡ଼ା ହୋଇଥିଲା। ପରେ ସ୍ୱାମୀ ବାଡ଼ିରେ ସ୍ତ୍ରୀଙ୍କୁ ପିଟିଥିଲେ ଓ ଗୁରୁତର ଆହତ ଅବସ୍ଥାରେ ତାଙ୍କୁ ଡାକ୍ତରଖାନା ନିଆଯାଇଥିଲା। ସେଠାରେ ତାଙ୍କର ମୃତ୍ୟୁ ହୋଇଥିଲା। ମୃତକଙ୍କ ପରିବାର ଲୋକଙ୍କ ଅଭିଯୋଗ କ୍ରମେ ପୋଲିସ ମାମଲା ରୁଜୁ କରି ତଦନ୍ତ ଆରମ୍ଭ କରିଛି। ଅଭିଯୁକ୍ତଙ୍କୁ ରବିବାର କୋର୍ଟ ଚାଲାଣ କରାଯାଇଛି।: [746, 79, 1131, 195]
- diya-lamp-icon: [586, 1726, 736, 1786]
- zodiac-text: [1192, 561, 1486, 595]
- zodiac-name: ବିଛା:: [1192, 876, 1220, 892]
- ad-line: Your Classified Advertisement published in: [605, 2223, 873, 2236]
- story-body: ଭୁବନେଶ୍ୱର, ୨୪।୧୨ (ବ୍ୟୁରୋ) - ରାଜ୍ୟ ପୂର୍ତ୍ତ ବିଭାଗର କାର୍ଯ୍ୟ ସଂହିତାରେ ପରିବର୍ତ୍ତନ ଆଣିବା ପାଇଁ ସରକାର ପ୍ରସ୍ତୁତି ଆରମ୍ଭ କରିଛନ୍ତି। ଠିକାଦାରମାନଙ୍କ ପାଇଁ ନୂଆ ପଞ୍ଜୀକରଣ ନିୟମ ଓ ଟେଣ୍ଡର ପ୍ରକ୍ରିୟାରେ ସ୍ୱଚ୍ଛତା ଆଣିବା ଲାଗି ଏହି ସଂଶୋଧନ କରାଯାଉଛି। ଇ-ଟେଣ୍ଡରିଂ ବ୍ୟବସ୍ଥାକୁ ବାଧ୍ୟତାମୂଳକ କରାଯିବ। ସମସ୍ତ କାମର ଗୁଣବତ୍ତା ଯାଞ୍ଚ ପାଇଁ ସ୍ୱତନ୍ତ୍ର କମିଟି ଗଠନ ହେବ। ବିଭାଗୀୟ ଯନ୍ତ୍ରୀମାନଙ୍କୁ ନିୟମିତ ତଦାରଖ କରିବାକୁ ନିର୍ଦ୍ଦେଶ ଦିଆଯାଇଛି। କାମରେ ବିଳମ୍ବ କରୁଥିବା ଠିକାଦାରଙ୍କ ବିରୋଧରେ ଜରିମାନା ସହ କଳାତାଲିକାଭୁକ୍ତ କରିବା ବ୍ୟବସ୍ଥା ରହିବ। ରାସ୍ତା, ପୋଲ ଓ ସରକାରୀ କୋଠା ନିର୍ମାଣରେ ଗୁଣାତ୍ମକ ମାନ ରକ୍ଷା ପାଇଁ ତୃତୀୟ ପକ୍ଷ ଯାଞ୍ଚ ବ୍ୟବସ୍ଥା ଲାଗୁ ହେବ। ଏହି ସଂଶୋଧିତ ନିୟମାବଳୀ ଆସନ୍ତା ଏପ୍ରିଲ ପହିଲାରୁ କାର୍ଯ୍ୟକାରୀ ହେବ ବୋଲି ବିଭାଗୀୟ ସଚିବ ସୂଚନା ଦେଇଛନ୍ତି। ପୁରୁଣା ନିୟମରେ ଥିବା ବିଭିନ୍ନ ତ୍ରୁଟି ଦୂର କରିବା ସହ ଆଧୁନିକ ପ୍ରଯୁକ୍ତି ବିଦ୍ୟାର ବ୍ୟବହାରକୁ ପ୍ରୋତ୍ସାହନ ଦିଆଯିବ।: [936, 329, 1132, 734]
